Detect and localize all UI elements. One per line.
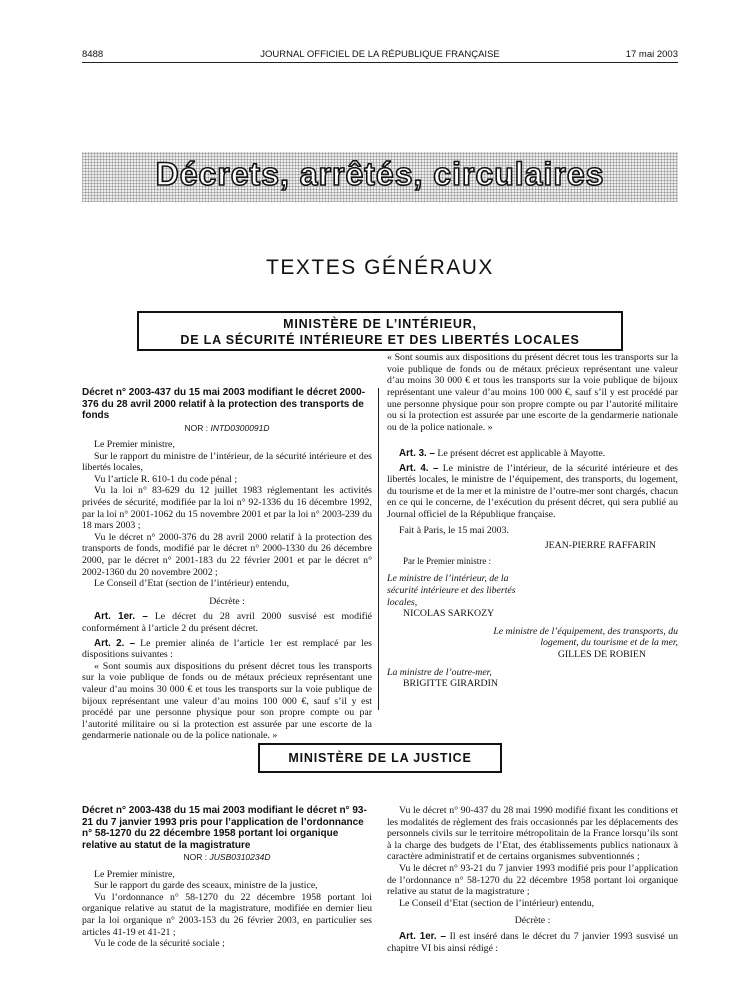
par-premier-ministre: Par le Premier ministre : [403, 555, 491, 566]
column-divider [378, 388, 379, 710]
decrete-label: Décrète : [514, 915, 551, 927]
signatory-1-title: Le ministre de l’intérieur, de la sécurité intérieure et des libertés locales, [387, 573, 516, 608]
ministry-interior-box [137, 311, 623, 351]
article-4: Art. 4. – Le ministre de l’intérieur, de la sécurité intérieure et des libertés locales, le ministre de l’équipement, des transports, du logement, du tourisme et de la mer et la ministre de l’outre-mer sont chargés, chacun en ce qui le concerne, de l’exécution du présent décret, qui sera publié au Journal officiel de la République française. [387, 462, 678, 520]
decree1-nor: NOR : INTD0300091D [184, 422, 270, 433]
paragraph: Vu l’ordonnance n° 58-1270 du 22 décembre 1958 portant loi organique relative au statut de la magistrature, modifiée en dernier lieu par la loi organique n° 2003-153 du 26 février 2003, en particulier ses articles 41-19 et 41-21 ; [82, 891, 372, 938]
page-number: 8488 [82, 49, 104, 60]
decree1-nor-code: INTD0300091D [210, 422, 270, 433]
header-rule [82, 62, 678, 63]
signatory-3-name: BRIGITTE GIRARDIN [403, 678, 498, 690]
ministry-justice-box: MINISTÈRE DE LA JUSTICE [258, 743, 502, 773]
article-2: Art. 2. – Le premier alinéa de l’article 1er est remplacé par les dispositions suivantes : [82, 637, 372, 661]
signatory-3-title: La ministre de l’outre-mer, [387, 666, 492, 678]
decree2-nor-code: JUSB0310234D [209, 852, 271, 862]
ministry-line-2: DE LA SÉCURITÉ INTÉRIEURE ET DES LIBERTÉS LOCALES [180, 333, 580, 347]
decree2-title: Décret n° 2003-438 du 15 mai 2003 modifiant le décret n° 93-21 du 7 janvier 1993 pris pour l’application de l’ordonnance n° 58-1270 du 22 décembre 1958 portant loi organique relative au statut de la magistrature [82, 805, 367, 851]
decree1-right-column [387, 352, 678, 690]
paragraph: Vu le décret n° 93-21 du 7 janvier 1993 modifié pris pour l’application de l’ordonnance n° 58-1270 du 22 décembre 1958 portant loi organique relative au statut de la magistrature ; [387, 862, 678, 898]
decree2-left-column [82, 805, 372, 950]
paragraph: Le Conseil d’Etat (section de l’intérieur) entendu, [399, 897, 595, 909]
paragraph: Vu l’article R. 610-1 du code pénal ; [94, 473, 238, 485]
signatory-2-title: Le ministre de l’équipement, des transports, du logement, du tourisme et de la mer, [493, 625, 678, 649]
paragraph: Vu la loi n° 83-629 du 12 juillet 1983 réglementant les activités privées de sécurité, modifiée par la loi n° 92-1336 du 16 décembre 1992, par la loi n° 2001-1062 du 15 novembre 2001 et par la loi n° 2003-239 du 18 mars 2003 ; [82, 485, 372, 532]
issue-date: 17 mai 2003 [625, 49, 678, 60]
article-2-quote-part1: « Sont soumis aux dispositions du présent décret tous les transports sur la voie publique de fonds ou de métaux précieux représentant une valeur d’au moins 30 000 € et tous les transports sur la voie publique de bijoux représentant une valeur d’au moins 100 000 €, sauf s’il y est procédé par une personne physique pour son propre compte ou par l’autorité militaire ou si la protection est assurée par une escorte de la gendarmerie nationale ou de la police nationale. » [82, 660, 372, 742]
paragraph: Le Premier ministre, [94, 868, 175, 880]
decree1-title: Décret n° 2003-437 du 15 mai 2003 modifiant le décret 2000-376 du 28 avril 2000 relatif à la protection des transports de fonds [82, 387, 366, 421]
article-1: Art. 1er. – Le décret du 28 avril 2000 susvisé est modifié conformément à l’article 2 du présent décret. [82, 611, 373, 634]
section-title: TEXTES GÉNÉRAUX [266, 256, 494, 279]
banner-title: Décrets, arrêtés, circulaires [155, 156, 605, 192]
decrete-label: Décrète : [209, 595, 245, 607]
decree2-nor: NOR : JUSB0310234D [183, 852, 271, 862]
paragraph: Vu le code de la sécurité sociale ; [94, 938, 225, 950]
paragraph: Vu le décret n° 90-437 du 28 mai 1990 modifié fixant les conditions et les modalités de règlement des frais occasionnés par les déplacements des personnels civils sur le territoire métropolitain de la France lorsqu’ils sont à la charge des budgets de l’Etat, des établissements publics nationaux à caractère administratif et de certains organismes subventionnés ; [387, 805, 678, 863]
article-1: Art. 1er. – Il est inséré dans le décret du 7 janvier 1993 susvisé un chapitre VI bis ainsi rédigé : [387, 930, 679, 954]
signatory-1-name: NICOLAS SARKOZY [403, 608, 495, 620]
ministry-line-1: MINISTÈRE DE L’INTÉRIEUR, [283, 317, 477, 331]
decree1-left-column [82, 387, 373, 742]
paragraph: Le Premier ministre, [94, 439, 175, 451]
paragraph: Sur le rapport du garde des sceaux, ministre de la justice, [94, 880, 318, 892]
pm-signature: JEAN-PIERRE RAFFARIN [544, 540, 656, 552]
paragraph: Le Conseil d’Etat (section de l’intérieur) entendu, [94, 578, 290, 590]
fait-a-paris: Fait à Paris, le 15 mai 2003. [399, 524, 509, 536]
decree2-right-column [387, 805, 678, 954]
journal-title: JOURNAL OFFICIEL DE LA RÉPUBLIQUE FRANÇAISE [260, 49, 500, 60]
signatory-2-name: GILLES DE ROBIEN [557, 648, 646, 660]
article-3: Art. 3. – Le présent décret est applicable à Mayotte. [399, 448, 606, 459]
paragraph: Vu le décret n° 2000-376 du 28 avril 2000 relatif à la protection des transports de fonds, modifié par le décret n° 2000-1330 du 26 décembre 2000, par le décret n° 2001-183 du 22 février 2001 et par le décret n° 2002-1360 du 20 novembre 2002 ; [82, 531, 372, 578]
paragraph: Sur le rapport du ministre de l’intérieur, de la sécurité intérieure et des libertés locales, [82, 450, 372, 474]
article-2-quote-continued: « Sont soumis aux dispositions du présent décret tous les transports sur la voie publique de fonds ou de métaux précieux représentant une valeur d’au moins 30 000 € et tous les transports sur la voie publique de bijoux représentant une valeur d’au moins 100 000 €, sauf s’il y est procédé par une personne physique pour son propre compte ou par l’autorité militaire ou si la protection est assurée par une escorte de la gendarmerie nationale ou de la police nationale. » [387, 352, 678, 433]
